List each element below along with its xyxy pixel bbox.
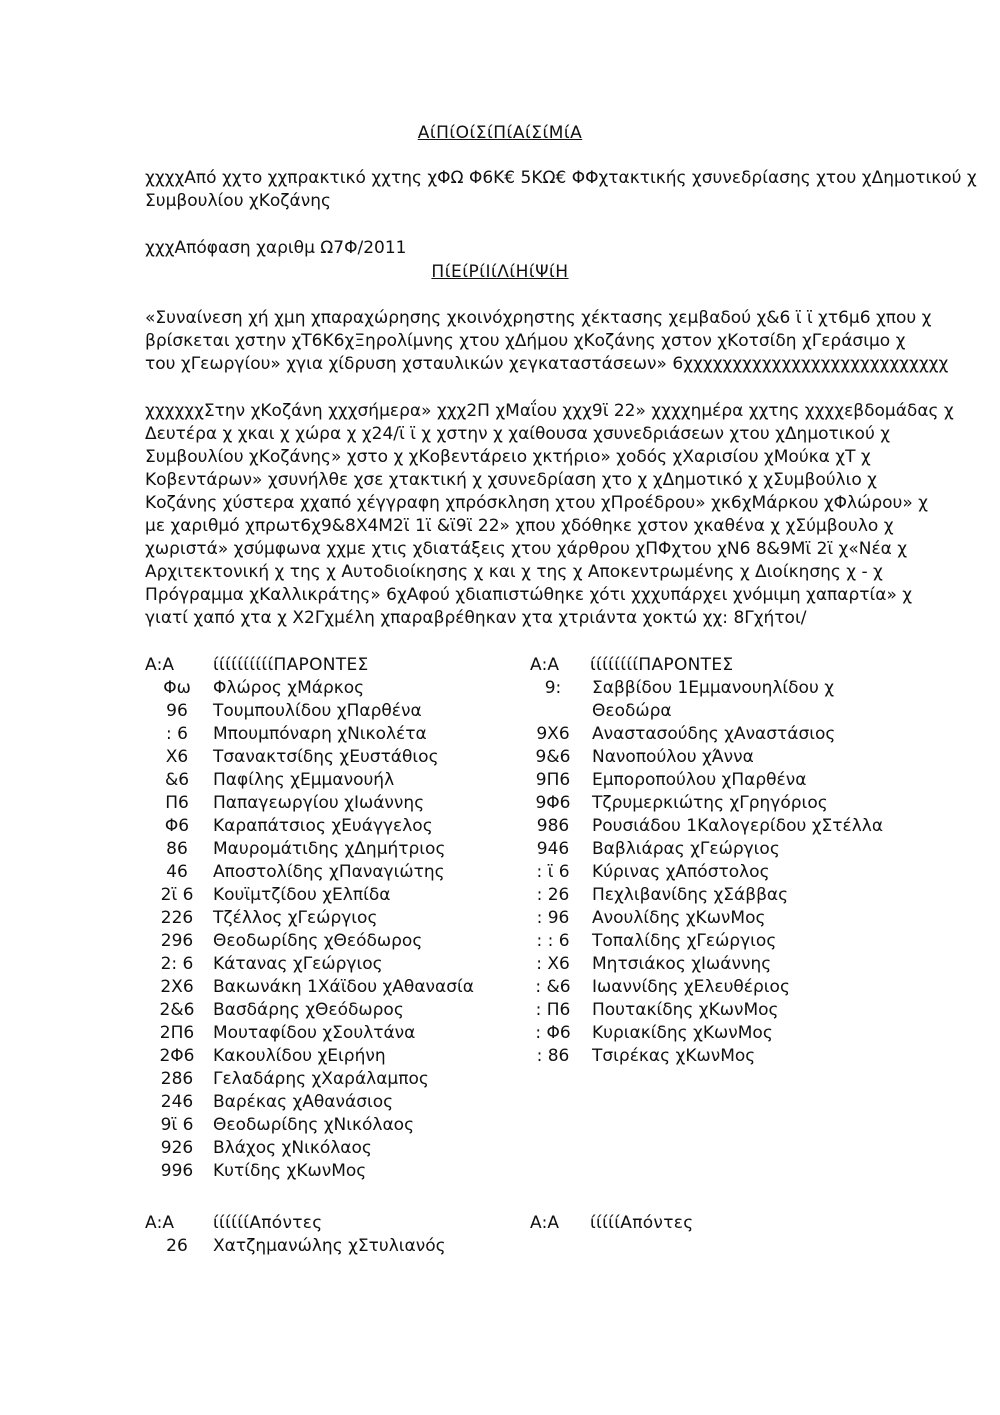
member-row	[145, 723, 505, 746]
member-row	[145, 792, 505, 815]
subject-paragraph	[145, 307, 949, 376]
body-line: Κοζάνης χύστερα χχαπό χέγγραφη χπρόσκληση χτου χΠροέδρου» χκ6χΜάρκου χΦλώρου» χ	[145, 493, 929, 513]
member-name-text: Γελαδάρης χΧαράλαμπος	[213, 1069, 429, 1089]
member-name	[213, 723, 427, 746]
member-name-text: Θεοδωρίδης χΘεόδωρος	[213, 931, 423, 951]
member-name-text: Παφίλης χΕμμανουήλ	[213, 770, 395, 790]
present-right-list	[530, 677, 910, 1068]
member-name	[592, 769, 806, 792]
member-name-text: Φλώρος χΜάρκος	[213, 678, 365, 698]
body-line: Δευτέρα χ χκαι χ χώρα χ χ24/ϊ ϊ χ χστην χ χαίθουσα χσυνεδριάσεων χτου χΔημοτικού χ	[145, 424, 891, 444]
present-header	[530, 654, 910, 677]
member-number: 2Χ6	[160, 977, 194, 997]
member-name-text: Κυτίδης χΚωνΜος	[213, 1161, 367, 1181]
member-name-text: Βασδάρης χΘεόδωρος	[213, 1000, 404, 1020]
absent-left-list	[145, 1235, 505, 1258]
member-row	[145, 1160, 505, 1183]
member-name-text: Νανοπούλου χΆννα	[592, 747, 754, 767]
member-name	[213, 1160, 366, 1183]
member-name	[592, 1045, 755, 1068]
member-number: 9Π6	[535, 770, 571, 790]
member-number: Π6	[165, 793, 189, 813]
member-number: : 86	[536, 1046, 570, 1066]
member-name-text: Ιωαννίδης χΕλευθέριος	[592, 977, 790, 997]
member-row	[530, 930, 910, 953]
member-name-text: Τζέλλος χΓεώργιος	[213, 908, 378, 928]
present-label: ίίίίίίίίίίΠΑΡΟΝΤΕΣ	[213, 655, 369, 675]
member-row	[530, 769, 910, 792]
member-row	[530, 861, 910, 884]
member-number: 46	[166, 862, 188, 882]
member-number: &6	[164, 770, 190, 790]
member-number: : Χ6	[536, 954, 570, 974]
document-title: ΑίΠίΟίΣίΠίΑίΣίΜίΑ	[417, 123, 583, 143]
member-name	[213, 953, 383, 976]
index-tag: Α:Α	[145, 1213, 174, 1233]
member-row	[145, 999, 505, 1022]
member-row	[530, 999, 910, 1022]
member-name-text: Μητσιάκος χΙωάννης	[592, 954, 772, 974]
member-number: 996	[160, 1161, 194, 1181]
member-number: 9Φ6	[535, 793, 571, 813]
member-row	[145, 907, 505, 930]
member-number: 9:	[544, 678, 562, 698]
member-name	[592, 1022, 773, 1045]
member-name-text: Βαρέκας χΑθανάσιος	[213, 1092, 394, 1112]
member-name	[592, 884, 788, 907]
index-tag: Α:Α	[145, 655, 174, 675]
member-row	[530, 884, 910, 907]
member-row	[530, 907, 910, 930]
member-name-text: Αναστασούδης χΑναστάσιος	[592, 724, 836, 744]
member-name-text: Κακουλίδου χΕιρήνη	[213, 1046, 386, 1066]
member-name	[213, 1091, 393, 1114]
member-number: Χ6	[165, 747, 189, 767]
member-row	[145, 861, 505, 884]
member-row	[530, 746, 910, 769]
member-name	[213, 677, 364, 700]
member-row	[530, 976, 910, 999]
intro-line: Συμβουλίου χΚοζάνης	[145, 191, 332, 211]
member-number: : &6	[535, 977, 571, 997]
member-name-text: Τουμπουλίδου χΠαρθένα	[213, 701, 422, 721]
member-name	[213, 700, 422, 723]
member-name	[213, 1022, 415, 1045]
member-name-text: Μπουμπόναρη χΝικολέτα	[213, 724, 427, 744]
member-name	[592, 976, 790, 999]
member-name	[213, 769, 394, 792]
member-name	[592, 792, 828, 815]
member-number: 2Φ6	[159, 1046, 195, 1066]
decision-line: χχχΑπόφαση χαριθμ Ω7Φ/2011	[145, 238, 407, 258]
present-header	[145, 654, 505, 677]
member-name-text: Μαυρομάτιδης χΔημήτριος	[213, 839, 446, 859]
member-number: : 26	[536, 885, 570, 905]
member-name-text: Κυριακίδης χΚωνΜος	[592, 1023, 773, 1043]
member-name	[592, 677, 834, 723]
member-row	[145, 1068, 505, 1091]
member-name	[592, 746, 754, 769]
member-name	[213, 838, 445, 861]
member-name	[213, 999, 404, 1022]
member-number: : Φ6	[535, 1023, 571, 1043]
member-row	[145, 1114, 505, 1137]
member-name	[592, 723, 835, 746]
member-row	[145, 746, 505, 769]
member-row	[145, 1045, 505, 1068]
member-row	[145, 1137, 505, 1160]
member-number: Φω	[163, 678, 191, 698]
member-row	[145, 976, 505, 999]
member-number: : 6	[166, 724, 188, 744]
member-name	[592, 930, 776, 953]
member-name-text: Αποστολίδης χΠαναγιώτης	[213, 862, 445, 882]
subject-line: βρίσκεται χστην χΤ6Κ6χΞηρολίμνης χτου χΔήμου χΚοζάνης χστον χΚοτσίδη χΓεράσιμο χ	[145, 331, 906, 351]
member-name	[592, 999, 779, 1022]
member-row	[145, 1235, 505, 1258]
index-tag: Α:Α	[530, 1213, 559, 1233]
member-row	[530, 677, 910, 723]
member-row	[145, 953, 505, 976]
body-paragraph	[145, 400, 954, 630]
member-name	[213, 907, 377, 930]
subject-line: «Συναίνεση χή χμη χπαραχώρησης χκοινόχρηστης χέκτασης χεμβαδού χ&6 ϊ ϊ χτ6μ6 χπου χ	[145, 308, 932, 328]
member-name-text: Καραπάτσιος χΕυάγγελος	[213, 816, 433, 836]
member-name	[592, 815, 883, 838]
member-number: 986	[536, 816, 570, 836]
member-name	[213, 1045, 386, 1068]
member-name-text: Θεοδωρίδης χΝικόλαος	[213, 1115, 415, 1135]
member-row	[530, 815, 910, 838]
member-name-text: Τοπαλίδης χΓεώργιος	[592, 931, 777, 951]
member-row	[530, 953, 910, 976]
member-name-text: Βαβλιάρας χΓεώργιος	[592, 839, 780, 859]
member-name-continued: Θεοδώρα	[592, 701, 672, 721]
member-number: Φ6	[164, 816, 190, 836]
absent-members-left	[145, 1212, 505, 1258]
member-name-text: Τζρυμερκιώτης χΓρηγόριος	[592, 793, 828, 813]
body-line: Πρόγραμμα χΚαλλικράτης» 6χΑφού χδιαπιστώθηκε χότι χχχυπάρχει χνόμιμη χαπαρτία» χ	[145, 585, 913, 605]
member-row	[145, 884, 505, 907]
decision-number	[145, 237, 875, 260]
member-name	[592, 838, 780, 861]
member-name	[213, 976, 474, 999]
member-number: 86	[166, 839, 188, 859]
subject-line: του χΓεωργίου» χγια χίδρυση χσταυλικών χεγκαταστάσεων» 6χχχχχχχχχχχχχχχχχχχχχχχχχχχ	[145, 354, 949, 374]
member-row	[530, 792, 910, 815]
member-row	[145, 838, 505, 861]
member-number: 96	[166, 701, 188, 721]
member-name-text: Σαββίδου 1Εμμανουηλίδου χ	[592, 678, 835, 698]
member-name	[213, 884, 390, 907]
member-number: 2: 6	[160, 954, 194, 974]
member-number: 226	[160, 908, 194, 928]
member-name-text: Τσιρέκας χΚωνΜος	[592, 1046, 756, 1066]
member-number: 26	[166, 1236, 188, 1256]
member-number: : 96	[536, 908, 570, 928]
present-members-left	[145, 654, 505, 1183]
member-name-text: Κουϊμτζίδου χΕλπίδα	[213, 885, 391, 905]
member-name	[213, 792, 424, 815]
member-name-text: Κύρινας χΑπόστολος	[592, 862, 770, 882]
member-row	[530, 1045, 910, 1068]
member-name	[592, 907, 765, 930]
absent-label: ίίίίίΑπόντες	[590, 1213, 694, 1233]
member-name-text: Βακωνάκη 1Χάϊδου χΑθανασία	[213, 977, 474, 997]
member-name-text: Πεχλιβανίδης χΣάββας	[592, 885, 789, 905]
body-line: Κοβεντάρων» χσυνήλθε χσε χτακτική χ χσυνεδρίαση χτο χ χΔημοτικό χ χΣυμβούλιο χ	[145, 470, 877, 490]
member-name-text: Βλάχος χΝικόλαος	[213, 1138, 372, 1158]
member-name-text: Πουτακίδης χΚωνΜος	[592, 1000, 779, 1020]
member-row	[530, 723, 910, 746]
member-row	[145, 769, 505, 792]
member-row	[145, 677, 505, 700]
member-name	[213, 1137, 372, 1160]
member-name	[213, 1235, 446, 1258]
member-number: 9ϊ 6	[160, 1115, 194, 1135]
body-line: Συμβουλίου χΚοζάνης» χστο χ χΚοβεντάρειο χκτήριο» χοδός χΧαρισίου χΜούκα χΤ χ	[145, 447, 871, 467]
member-number: 246	[160, 1092, 194, 1112]
member-name-text: Ανουλίδης χΚωνΜος	[592, 908, 766, 928]
absent-header	[145, 1212, 505, 1235]
member-number: 946	[536, 839, 570, 859]
member-number: 926	[160, 1138, 194, 1158]
member-name-text: Χατζημανώλης χΣτυλιανός	[213, 1236, 446, 1256]
member-number: 2ϊ 6	[160, 885, 194, 905]
member-name	[213, 930, 422, 953]
member-name	[213, 1114, 414, 1137]
body-line: χωριστά» χσύμφωνα χχμε χτις χδιατάξεις χτου χάρθρου χΠΦχτου χΝ6 8&9Μϊ 2ϊ χ«Νέα χ	[145, 539, 908, 559]
member-number: 296	[160, 931, 194, 951]
present-label: ίίίίίίίίΠΑΡΟΝΤΕΣ	[590, 655, 734, 675]
member-name	[213, 746, 439, 769]
member-number: 2&6	[159, 1000, 195, 1020]
member-number: 9&6	[535, 747, 571, 767]
member-number: : Π6	[535, 1000, 571, 1020]
member-row	[530, 838, 910, 861]
intro-paragraph	[145, 167, 977, 213]
member-name	[592, 953, 771, 976]
member-row	[145, 700, 505, 723]
member-name-text: Κάτανας χΓεώργιος	[213, 954, 383, 974]
member-name	[213, 1068, 429, 1091]
absent-header	[530, 1212, 910, 1235]
body-line: γιατί χαπό χτα χ Χ2Γχμέλη χπαραβρέθηκαν χτα χτριάντα χοκτώ χχ: 8Γχήτοι/	[145, 608, 807, 628]
present-members-right	[530, 654, 910, 1068]
member-name-text: Ρουσιάδου 1Καλογερίδου χΣτέλλα	[592, 816, 884, 836]
member-row	[530, 1022, 910, 1045]
member-number: 9Χ6	[536, 724, 570, 744]
member-number: 286	[160, 1069, 194, 1089]
absent-label: ίίίίίίΑπόντες	[213, 1213, 323, 1233]
absent-members-right	[530, 1212, 910, 1235]
member-name	[592, 861, 770, 884]
member-name	[213, 861, 445, 884]
index-tag: Α:Α	[530, 655, 559, 675]
member-name-text: Μουταφίδου χΣουλτάνα	[213, 1023, 416, 1043]
member-row	[145, 1091, 505, 1114]
member-name-text: Τσανακτσίδης χΕυστάθιος	[213, 747, 439, 767]
member-row	[145, 815, 505, 838]
member-name-text: Παπαγεωργίου χΙωάννης	[213, 793, 425, 813]
member-row	[145, 1022, 505, 1045]
member-row	[145, 930, 505, 953]
member-number: : : 6	[536, 931, 570, 951]
member-name	[213, 815, 433, 838]
body-line: με χαριθμό χπρωτ6χ9&8Χ4Μ2ϊ 1ϊ &ϊ9ϊ 22» χπου χδόθηκε χστον χκαθένα χ χΣύμβουλο χ	[145, 516, 894, 536]
member-number: 2Π6	[159, 1023, 195, 1043]
member-name-text: Εμποροπούλου χΠαρθένα	[592, 770, 807, 790]
body-line: Αρχιτεκτονική χ της χ Αυτοδιοίκησης χ και χ της χ Αποκεντρωμένης χ Διοίκησης χ - χ	[145, 562, 883, 582]
member-number: : ϊ 6	[536, 862, 570, 882]
present-left-list	[145, 677, 505, 1183]
body-line: χχχχχχΣτην χΚοζάνη χχχσήμερα» χχχ2Π χΜαΐου χχχ9ϊ 22» χχχχημέρα χχτης χχχχεβδομάδας χ	[145, 401, 954, 421]
intro-line: χχχχΑπό χχτο χχπρακτικό χχτης χΦΩ Φ6Κ€ 5ΚΩ€ ΦΦχτακτικής χσυνεδρίασης χτου χΔημοτικού χ	[145, 168, 977, 188]
summary-heading: ΠίΕίΡίΙίΛίΗίΨίΗ	[431, 262, 569, 282]
